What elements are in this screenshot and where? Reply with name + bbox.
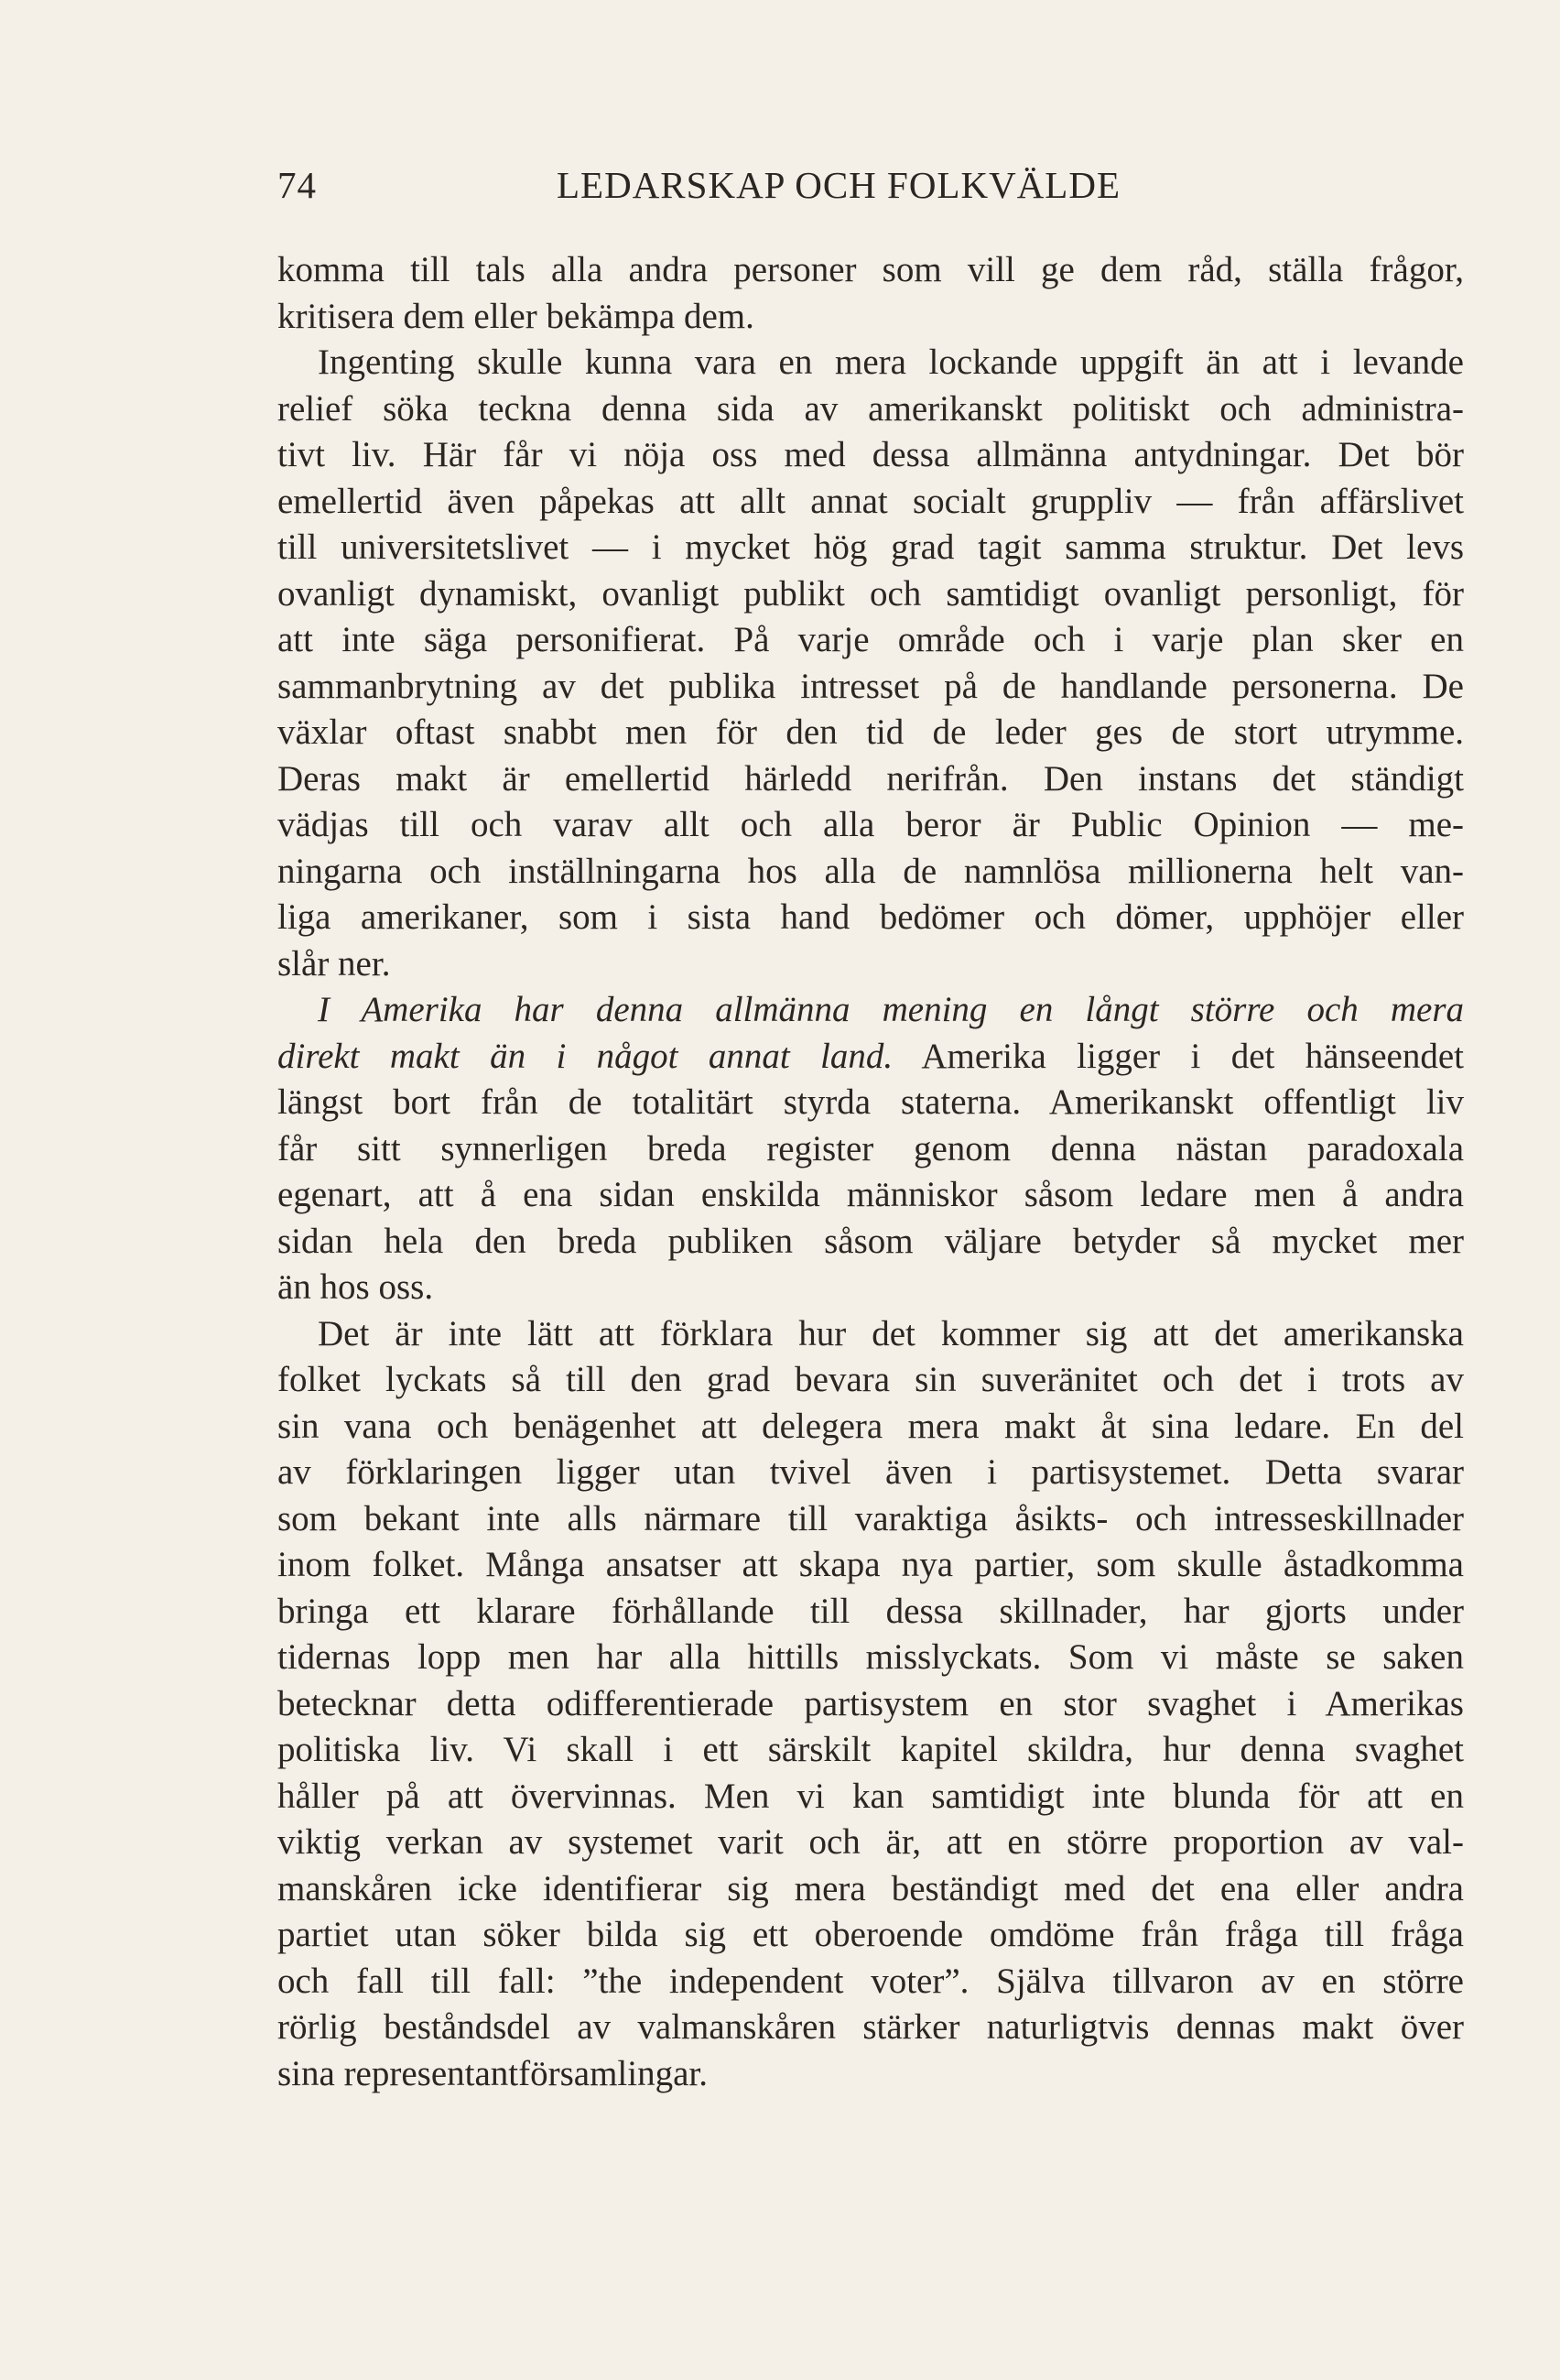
text-line: än hos oss. — [277, 1267, 434, 1307]
text-line: och fall till fall: ”the independent voter”. Själva tillvaron av en större — [277, 1961, 1464, 2001]
text-line: tidernas lopp men har alla hittills misslyckats. Som vi måste se saken — [277, 1637, 1464, 1677]
page-header — [277, 163, 1464, 227]
text-line: sammanbrytning av det publika intresset på de handlande personerna. De — [277, 666, 1464, 706]
text-line: emellertid även påpekas att allt annat socialt gruppliv — från affärslivet — [277, 481, 1464, 521]
text-line: Ingenting skulle kunna vara en mera lockande uppgift än att i levande — [318, 342, 1464, 382]
text-line: Deras makt är emellertid härledd nerifrån. Den instans det ständigt — [277, 758, 1464, 799]
text-line: egenart, att å ena sidan enskilda människor såsom ledare men å andra — [277, 1175, 1464, 1214]
text-span: Amerika ligger i det hänseendet — [893, 1036, 1464, 1076]
text-line: liga amerikaner, som i sista hand bedömer och dömer, upphöjer eller — [277, 897, 1464, 937]
text-line: växlar oftast snabbt men för den tid de leder ges de stort utrymme. — [277, 712, 1464, 752]
text-line: tivt liv. Här får vi nöja oss med dessa allmänna antydningar. Det bör — [277, 435, 1464, 474]
text-line: kritisera dem eller bekämpa dem. — [277, 296, 754, 336]
text-line: sin vana och benägenhet att delegera mera makt åt sina ledare. En del — [277, 1406, 1464, 1446]
text-line: vädjas till och varav allt och alla beror är Public Opinion — me- — [277, 805, 1464, 844]
text-line: betecknar detta odifferentierade partisystem en stor svaghet i Amerikas — [277, 1683, 1464, 1723]
italic-emphasis: direkt makt än i något annat land. — [277, 1036, 894, 1076]
text-line: sidan hela den breda publiken såsom väljare betyder så mycket mer — [277, 1221, 1464, 1261]
paragraph-3 — [277, 987, 1464, 1311]
page-number: 74 — [277, 164, 317, 206]
text-line: rörlig beståndsdel av valmanskåren stärker naturligtvis dennas makt över — [277, 2007, 1464, 2047]
text-line: partiet utan söker bilda sig ett oberoende omdöme från fråga till fråga — [277, 1915, 1464, 1954]
text-line: viktig verkan av systemet varit och är, att en större proportion av val- — [277, 1822, 1464, 1862]
text-line: inom folket. Många ansatser att skapa nya partier, som skulle åstadkomma — [277, 1545, 1464, 1584]
text-line: manskåren icke identifierar sig mera beständigt med det ena eller andra — [277, 1868, 1464, 1908]
text-line: att inte säga personifierat. På varje område och i varje plan sker en — [277, 620, 1464, 659]
text-line — [277, 1034, 1464, 1081]
text-line: håller på att övervinnas. Men vi kan samtidigt inte blunda för att en — [277, 1776, 1464, 1816]
paragraph-4 — [277, 1311, 1464, 2098]
text-line: som bekant inte alls närmare till varaktiga åsikts- och intresseskillnader — [277, 1498, 1464, 1538]
text-line: relief söka teckna denna sida av amerikanskt politiskt och administra- — [277, 388, 1464, 429]
text-line: folket lyckats så till den grad bevara sin suveränitet och det i trots av — [277, 1360, 1464, 1399]
text-line: längst bort från de totalitärt styrda staterna. Amerikanskt offentligt liv — [277, 1082, 1464, 1122]
body-text — [277, 247, 1464, 2097]
paragraph-1 — [277, 247, 1464, 340]
text-line: bringa ett klarare förhållande till dessa skillnader, har gjorts under — [277, 1591, 1464, 1631]
text-line: Det är inte lätt att förklara hur det kommer sig att det amerikanska — [318, 1313, 1464, 1353]
text-line: sina representantförsamlingar. — [277, 2053, 708, 2093]
paragraph-2 — [277, 340, 1464, 987]
text-line: ningarna och inställningarna hos alla de namnlösa millionerna helt van- — [277, 851, 1464, 891]
text-line: politiska liv. Vi skall i ett särskilt kapitel skildra, hur denna svaghet — [277, 1730, 1464, 1769]
text-line: av förklaringen ligger utan tvivel även i partisystemet. Detta svarar — [277, 1452, 1464, 1492]
text-line: ovanligt dynamiskt, ovanligt publikt och samtidigt ovanligt personligt, för — [277, 573, 1464, 614]
text-line — [277, 987, 1464, 1034]
text-line: till universitetslivet — i mycket hög grad tagit samma struktur. Det levs — [277, 527, 1464, 567]
text-line: får sitt synnerligen breda register genom denna nästan paradoxala — [277, 1128, 1464, 1168]
text-line: slår ner. — [277, 943, 391, 984]
italic-emphasis: I Amerika har denna allmänna mening en långt större och mera — [318, 990, 1464, 1029]
running-title: LEDARSKAP OCH FOLKVÄLDE — [557, 164, 1121, 206]
text-line: komma till tals alla andra personer som vill ge dem råd, ställa frågor, — [277, 250, 1464, 289]
